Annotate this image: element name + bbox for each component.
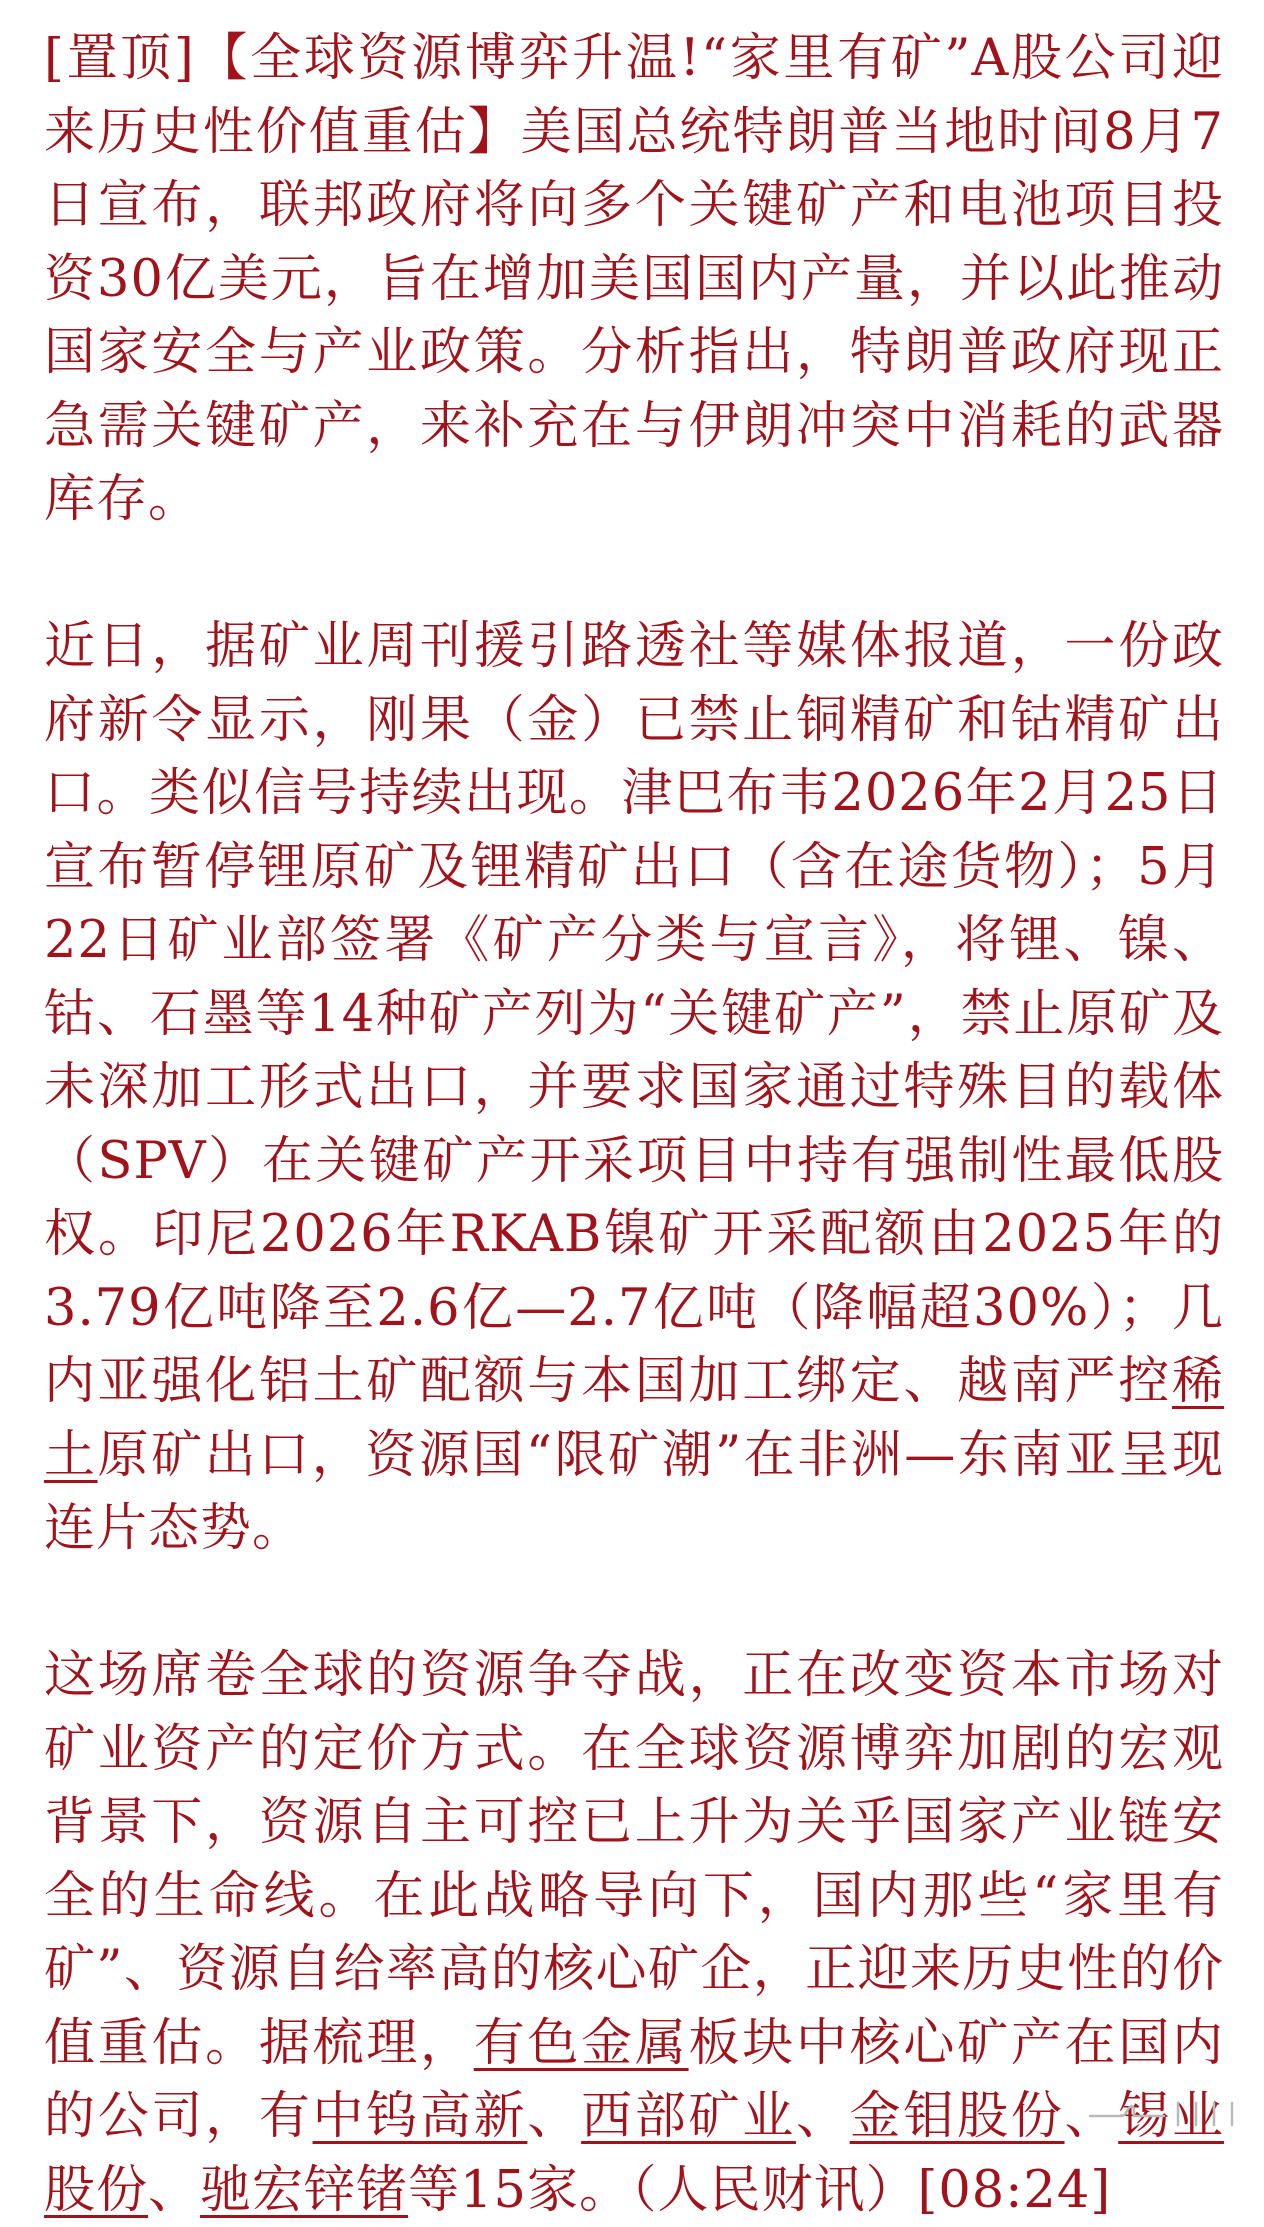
topic-link[interactable]: 金钼股份 <box>849 2087 1065 2146</box>
text-segment: 、 <box>527 2087 582 2146</box>
text-segment: 、 <box>795 2087 850 2146</box>
text-segment: 原矿出口，资源国“限矿潮”在非洲—东南亚呈现连片态势。 <box>44 1425 1224 1558</box>
weibo-watermark-icon <box>1086 2097 1242 2131</box>
text-segment: 等15家。（人民财讯）[08:24] <box>408 2160 1112 2220</box>
topic-link[interactable]: 锡业股份 <box>44 2087 1224 2220</box>
topic-link[interactable]: 西部矿业 <box>581 2087 796 2146</box>
article-body <box>44 22 1224 2227</box>
paragraph <box>44 22 1224 537</box>
text-segment: [置顶]【全球资源博弈升温!“家里有矿”A股公司迎来历史性价值重估】美国总统特朗普当地时间8月7日宣布，联邦政府将向多个关键矿产和电池项目投资30亿美元，旨在增加美国国内产量，并以此推动国家安全与产业政策。分析指出，特朗普政府现正急需关键矿产，来补充在与伊朗冲突中消耗的武器库存。 <box>44 29 1224 529</box>
topic-link[interactable]: 驰宏锌锗 <box>200 2160 409 2220</box>
text-segment: 、 <box>1064 2087 1119 2146</box>
paragraph <box>44 1639 1224 2227</box>
text-segment: 、 <box>148 2160 201 2220</box>
watermark <box>1086 2097 1242 2131</box>
topic-link[interactable]: 稀土 <box>44 1352 1224 1485</box>
topic-link[interactable]: 有色金属 <box>473 2013 689 2073</box>
paragraph <box>44 610 1224 1566</box>
text-segment: 近日，据矿业周刊援引路透社等媒体报道，一份政府新令显示，刚果（金）已禁止铜精矿和钴精矿出口。类似信号持续出现。津巴布韦2026年2月25日宣布暂停锂原矿及锂精矿出口（含在途货物）；5月22日矿业部签署《矿产分类与宣言》，将锂、镍、钴、石墨等14种矿产列为“关键矿产”，禁止原矿及未深加工形式出口，并要求国家通过特殊目的载体（SPV）在关键矿产开采项目中持有强制性最低股权。印尼2026年RKAB镍矿开采配额由2025年的3.79亿吨降至2.6亿—2.7亿吨（降幅超30%）；几内亚强化铝土矿配额与本国加工绑定、越南严控 <box>44 617 1224 1411</box>
text-segment: 板块中核心矿产在国内的公司，有 <box>44 2013 1224 2146</box>
topic-link[interactable]: 中钨高新 <box>312 2087 528 2146</box>
text-segment: 这场席卷全球的资源争夺战，正在改变资本市场对矿业资产的定价方式。在全球资源博弈加剧的宏观背景下，资源自主可控已上升为关乎国家产业链安全的生命线。在此战略导向下，国内那些“家里有矿”、资源自给率高的核心矿企，正迎来历史性的价值重估。据梳理， <box>44 1646 1224 2073</box>
